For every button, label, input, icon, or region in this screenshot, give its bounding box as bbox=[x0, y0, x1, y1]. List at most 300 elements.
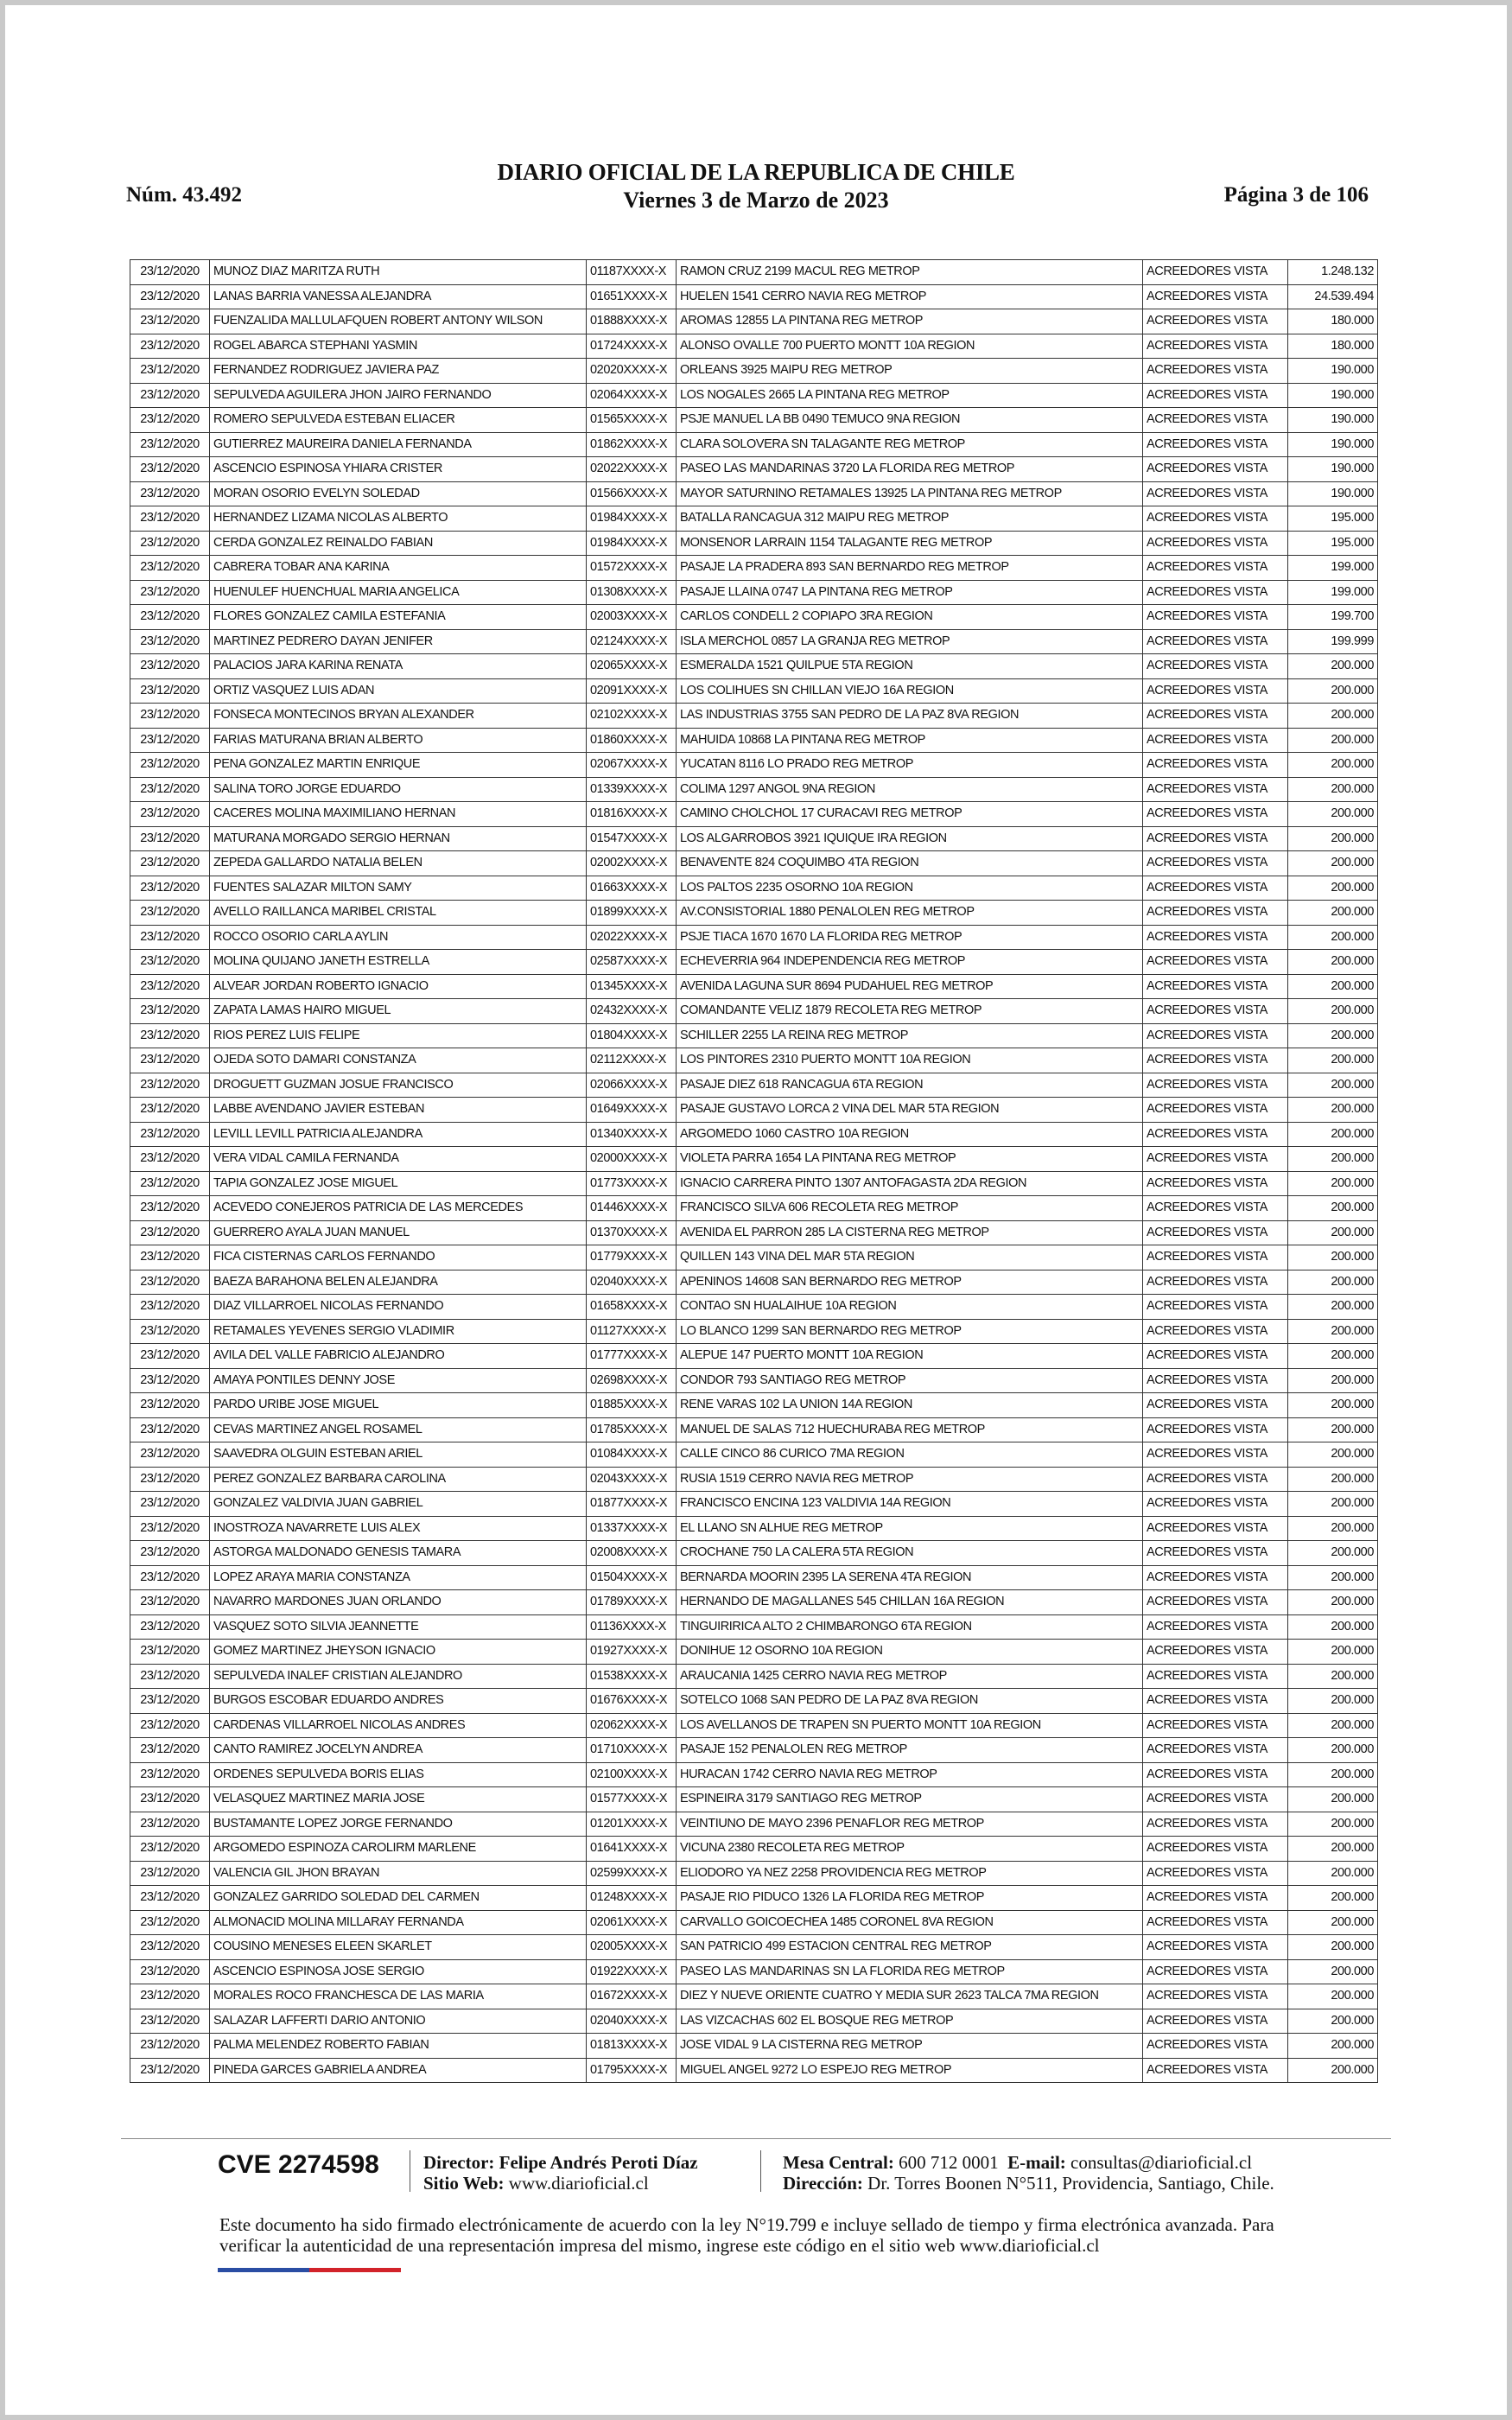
rut-cell: 01672XXXX-X bbox=[587, 1984, 677, 2009]
rut-cell: 01308XXXX-X bbox=[587, 580, 677, 605]
name-cell: ACEVEDO CONEJEROS PATRICIA DE LAS MERCEDES bbox=[210, 1196, 587, 1221]
name-cell: CABRERA TOBAR ANA KARINA bbox=[210, 556, 587, 581]
rut-cell: 02043XXXX-X bbox=[587, 1467, 677, 1492]
date-cell: 23/12/2020 bbox=[130, 2034, 210, 2059]
table-row bbox=[130, 1368, 1378, 1393]
table-row bbox=[130, 629, 1378, 654]
table-row bbox=[130, 1959, 1378, 1984]
account-type-cell: ACREEDORES VISTA bbox=[1143, 1787, 1288, 1812]
table-row bbox=[130, 1270, 1378, 1295]
account-type-cell: ACREEDORES VISTA bbox=[1143, 1837, 1288, 1862]
director-label: Director: bbox=[423, 2152, 495, 2173]
amount-cell: 200.000 bbox=[1288, 1171, 1378, 1196]
date-cell: 23/12/2020 bbox=[130, 654, 210, 679]
name-cell: ROCCO OSORIO CARLA AYLIN bbox=[210, 925, 587, 950]
account-type-cell: ACREEDORES VISTA bbox=[1143, 704, 1288, 729]
table-row bbox=[130, 556, 1378, 581]
table-row bbox=[130, 1147, 1378, 1172]
account-type-cell: ACREEDORES VISTA bbox=[1143, 260, 1288, 285]
rut-cell: 01565XXXX-X bbox=[587, 408, 677, 433]
account-type-cell: ACREEDORES VISTA bbox=[1143, 1689, 1288, 1714]
amount-cell: 200.000 bbox=[1288, 1935, 1378, 1960]
amount-cell: 195.000 bbox=[1288, 506, 1378, 532]
account-type-cell: ACREEDORES VISTA bbox=[1143, 1270, 1288, 1295]
amount-cell: 200.000 bbox=[1288, 851, 1378, 876]
rut-cell: 01538XXXX-X bbox=[587, 1664, 677, 1689]
table-row bbox=[130, 605, 1378, 630]
table-row bbox=[130, 728, 1378, 753]
account-type-cell: ACREEDORES VISTA bbox=[1143, 1023, 1288, 1048]
amount-cell: 200.000 bbox=[1288, 1492, 1378, 1517]
address-cell: QUILLEN 143 VINA DEL MAR 5TA REGION bbox=[677, 1245, 1143, 1270]
account-type-cell: ACREEDORES VISTA bbox=[1143, 1959, 1288, 1984]
date-cell: 23/12/2020 bbox=[130, 704, 210, 729]
address-cell: PASAJE LA PRADERA 893 SAN BERNARDO REG METROP bbox=[677, 556, 1143, 581]
rut-cell: 01785XXXX-X bbox=[587, 1417, 677, 1442]
amount-cell: 200.000 bbox=[1288, 1048, 1378, 1073]
name-cell: ASTORGA MALDONADO GENESIS TAMARA bbox=[210, 1541, 587, 1566]
table-row bbox=[130, 383, 1378, 408]
date-cell: 23/12/2020 bbox=[130, 851, 210, 876]
name-cell: ROGEL ABARCA STEPHANI YASMIN bbox=[210, 334, 587, 359]
name-cell: AMAYA PONTILES DENNY JOSE bbox=[210, 1368, 587, 1393]
rut-cell: 01773XXXX-X bbox=[587, 1171, 677, 1196]
date-cell: 23/12/2020 bbox=[130, 260, 210, 285]
address-cell: ESMERALDA 1521 QUILPUE 5TA REGION bbox=[677, 654, 1143, 679]
rut-cell: 01577XXXX-X bbox=[587, 1787, 677, 1812]
table-row bbox=[130, 1910, 1378, 1935]
name-cell: HERNANDEZ LIZAMA NICOLAS ALBERTO bbox=[210, 506, 587, 532]
rut-cell: 01816XXXX-X bbox=[587, 802, 677, 827]
account-type-cell: ACREEDORES VISTA bbox=[1143, 1984, 1288, 2009]
account-type-cell: ACREEDORES VISTA bbox=[1143, 728, 1288, 753]
date-cell: 23/12/2020 bbox=[130, 605, 210, 630]
cve-code: CVE 2274598 bbox=[218, 2150, 379, 2179]
amount-cell: 195.000 bbox=[1288, 531, 1378, 556]
date-cell: 23/12/2020 bbox=[130, 556, 210, 581]
account-type-cell: ACREEDORES VISTA bbox=[1143, 481, 1288, 506]
name-cell: LOPEZ ARAYA MARIA CONSTANZA bbox=[210, 1565, 587, 1590]
rut-cell: 01248XXXX-X bbox=[587, 1886, 677, 1911]
amount-cell: 200.000 bbox=[1288, 1689, 1378, 1714]
rut-cell: 01446XXXX-X bbox=[587, 1196, 677, 1221]
name-cell: GUTIERREZ MAUREIRA DANIELA FERNANDA bbox=[210, 432, 587, 457]
name-cell: AVELLO RAILLANCA MARIBEL CRISTAL bbox=[210, 901, 587, 926]
date-cell: 23/12/2020 bbox=[130, 1861, 210, 1886]
table-row bbox=[130, 1713, 1378, 1738]
date-cell: 23/12/2020 bbox=[130, 876, 210, 901]
name-cell: PALMA MELENDEZ ROBERTO FABIAN bbox=[210, 2034, 587, 2059]
rut-cell: 01345XXXX-X bbox=[587, 974, 677, 999]
amount-cell: 200.000 bbox=[1288, 1762, 1378, 1787]
address-cell: AV.CONSISTORIAL 1880 PENALOLEN REG METROP bbox=[677, 901, 1143, 926]
rut-cell: 01813XXXX-X bbox=[587, 2034, 677, 2059]
name-cell: BAEZA BARAHONA BELEN ALEJANDRA bbox=[210, 1270, 587, 1295]
website-link[interactable]: www.diarioficial.cl bbox=[508, 2173, 649, 2194]
rut-cell: 02102XXXX-X bbox=[587, 704, 677, 729]
table-row bbox=[130, 1295, 1378, 1320]
account-type-cell: ACREEDORES VISTA bbox=[1143, 974, 1288, 999]
date-cell: 23/12/2020 bbox=[130, 1590, 210, 1615]
rut-cell: 02112XXXX-X bbox=[587, 1048, 677, 1073]
amount-cell: 200.000 bbox=[1288, 950, 1378, 975]
account-type-cell: ACREEDORES VISTA bbox=[1143, 1368, 1288, 1393]
amount-cell: 200.000 bbox=[1288, 802, 1378, 827]
account-type-cell: ACREEDORES VISTA bbox=[1143, 1886, 1288, 1911]
amount-cell: 200.000 bbox=[1288, 777, 1378, 802]
table-row bbox=[130, 408, 1378, 433]
table-row bbox=[130, 1664, 1378, 1689]
account-type-cell: ACREEDORES VISTA bbox=[1143, 309, 1288, 334]
records-table bbox=[130, 259, 1378, 2083]
table-row bbox=[130, 1516, 1378, 1541]
address-cell: CLARA SOLOVERA SN TALAGANTE REG METROP bbox=[677, 432, 1143, 457]
date-cell: 23/12/2020 bbox=[130, 1565, 210, 1590]
address-cell: LAS VIZCACHAS 602 EL BOSQUE REG METROP bbox=[677, 2009, 1143, 2034]
name-cell: RETAMALES YEVENES SERGIO VLADIMIR bbox=[210, 1319, 587, 1344]
date-cell: 23/12/2020 bbox=[130, 457, 210, 482]
table-row bbox=[130, 580, 1378, 605]
account-type-cell: ACREEDORES VISTA bbox=[1143, 2058, 1288, 2083]
name-cell: LEVILL LEVILL PATRICIA ALEJANDRA bbox=[210, 1122, 587, 1147]
signature-notice: Este documento ha sido firmado electrónicamente de acuerdo con la ley N°19.799 e incluye sellado de tiempo y firma electrónica avanzada. Para verificar la autenticidad de una representación impresa del mismo, ingrese este código en el sitio web www.diarioficial.cl bbox=[219, 2214, 1274, 2256]
amount-cell: 200.000 bbox=[1288, 1147, 1378, 1172]
table-row bbox=[130, 950, 1378, 975]
account-type-cell: ACREEDORES VISTA bbox=[1143, 1762, 1288, 1787]
address-cell: AROMAS 12855 LA PINTANA REG METROP bbox=[677, 309, 1143, 334]
amount-cell: 199.000 bbox=[1288, 580, 1378, 605]
table-row bbox=[130, 359, 1378, 384]
date-cell: 23/12/2020 bbox=[130, 1023, 210, 1048]
table-row bbox=[130, 1344, 1378, 1369]
publication-title: DIARIO OFICIAL DE LA REPUBLICA DE CHILE bbox=[497, 159, 1015, 185]
account-type-cell: ACREEDORES VISTA bbox=[1143, 284, 1288, 309]
address-cell: ARGOMEDO 1060 CASTRO 10A REGION bbox=[677, 1122, 1143, 1147]
account-type-cell: ACREEDORES VISTA bbox=[1143, 556, 1288, 581]
address-cell: MAHUIDA 10868 LA PINTANA REG METROP bbox=[677, 728, 1143, 753]
account-type-cell: ACREEDORES VISTA bbox=[1143, 1516, 1288, 1541]
amount-cell: 200.000 bbox=[1288, 974, 1378, 999]
table-row bbox=[130, 260, 1378, 285]
address-cell: JOSE VIDAL 9 LA CISTERNA REG METROP bbox=[677, 2034, 1143, 2059]
amount-cell: 190.000 bbox=[1288, 408, 1378, 433]
account-type-cell: ACREEDORES VISTA bbox=[1143, 1565, 1288, 1590]
date-cell: 23/12/2020 bbox=[130, 1787, 210, 1812]
table-row bbox=[130, 1935, 1378, 1960]
name-cell: ORDENES SEPULVEDA BORIS ELIAS bbox=[210, 1762, 587, 1787]
footer-separator bbox=[760, 2150, 761, 2192]
table-row bbox=[130, 999, 1378, 1024]
table-row bbox=[130, 334, 1378, 359]
address-cell: CAMINO CHOLCHOL 17 CURACAVI REG METROP bbox=[677, 802, 1143, 827]
table-row bbox=[130, 506, 1378, 532]
amount-cell: 200.000 bbox=[1288, 1098, 1378, 1123]
date-cell: 23/12/2020 bbox=[130, 531, 210, 556]
amount-cell: 200.000 bbox=[1288, 753, 1378, 778]
table-row bbox=[130, 432, 1378, 457]
rut-cell: 01789XXXX-X bbox=[587, 1590, 677, 1615]
amount-cell: 190.000 bbox=[1288, 481, 1378, 506]
amount-cell: 200.000 bbox=[1288, 704, 1378, 729]
date-cell: 23/12/2020 bbox=[130, 802, 210, 827]
account-type-cell: ACREEDORES VISTA bbox=[1143, 1861, 1288, 1886]
address-cell: LOS PALTOS 2235 OSORNO 10A REGION bbox=[677, 876, 1143, 901]
date-cell: 23/12/2020 bbox=[130, 1959, 210, 1984]
table-row bbox=[130, 1073, 1378, 1098]
table-row bbox=[130, 1614, 1378, 1640]
date-cell: 23/12/2020 bbox=[130, 974, 210, 999]
address-cell: COLIMA 1297 ANGOL 9NA REGION bbox=[677, 777, 1143, 802]
amount-cell: 200.000 bbox=[1288, 1910, 1378, 1935]
account-type-cell: ACREEDORES VISTA bbox=[1143, 2034, 1288, 2059]
name-cell: MARTINEZ PEDRERO DAYAN JENIFER bbox=[210, 629, 587, 654]
amount-cell: 180.000 bbox=[1288, 334, 1378, 359]
rut-cell: 02022XXXX-X bbox=[587, 925, 677, 950]
rut-cell: 02067XXXX-X bbox=[587, 753, 677, 778]
table-row bbox=[130, 1762, 1378, 1787]
account-type-cell: ACREEDORES VISTA bbox=[1143, 1393, 1288, 1418]
rut-cell: 01927XXXX-X bbox=[587, 1640, 677, 1665]
date-cell: 23/12/2020 bbox=[130, 408, 210, 433]
address-cell: PASAJE LLAINA 0747 LA PINTANA REG METROP bbox=[677, 580, 1143, 605]
name-cell: LABBE AVENDANO JAVIER ESTEBAN bbox=[210, 1098, 587, 1123]
name-cell: FUENTES SALAZAR MILTON SAMY bbox=[210, 876, 587, 901]
date-cell: 23/12/2020 bbox=[130, 1344, 210, 1369]
table-row bbox=[130, 851, 1378, 876]
table-row bbox=[130, 925, 1378, 950]
address-cell: RAMON CRUZ 2199 MACUL REG METROP bbox=[677, 260, 1143, 285]
account-type-cell: ACREEDORES VISTA bbox=[1143, 901, 1288, 926]
account-type-cell: ACREEDORES VISTA bbox=[1143, 1147, 1288, 1172]
account-type-cell: ACREEDORES VISTA bbox=[1143, 408, 1288, 433]
amount-cell: 190.000 bbox=[1288, 457, 1378, 482]
amount-cell: 200.000 bbox=[1288, 1984, 1378, 2009]
account-type-cell: ACREEDORES VISTA bbox=[1143, 432, 1288, 457]
date-cell: 23/12/2020 bbox=[130, 334, 210, 359]
account-type-cell: ACREEDORES VISTA bbox=[1143, 678, 1288, 704]
amount-cell: 200.000 bbox=[1288, 728, 1378, 753]
address-cell: MANUEL DE SALAS 712 HUECHURABA REG METROP bbox=[677, 1417, 1143, 1442]
amount-cell: 190.000 bbox=[1288, 432, 1378, 457]
amount-cell: 199.700 bbox=[1288, 605, 1378, 630]
date-cell: 23/12/2020 bbox=[130, 284, 210, 309]
amount-cell: 200.000 bbox=[1288, 1516, 1378, 1541]
account-type-cell: ACREEDORES VISTA bbox=[1143, 2009, 1288, 2034]
email-link[interactable]: consultas@diarioficial.cl bbox=[1070, 2152, 1253, 2173]
name-cell: CERDA GONZALEZ REINALDO FABIAN bbox=[210, 531, 587, 556]
account-type-cell: ACREEDORES VISTA bbox=[1143, 1171, 1288, 1196]
rut-cell: 01795XXXX-X bbox=[587, 2058, 677, 2083]
address-cell: CROCHANE 750 LA CALERA 5TA REGION bbox=[677, 1541, 1143, 1566]
name-cell: AVILA DEL VALLE FABRICIO ALEJANDRO bbox=[210, 1344, 587, 1369]
amount-cell: 200.000 bbox=[1288, 1713, 1378, 1738]
address-value: Dr. Torres Boonen N°511, Providencia, Santiago, Chile. bbox=[867, 2173, 1274, 2194]
amount-cell: 190.000 bbox=[1288, 383, 1378, 408]
rut-cell: 01504XXXX-X bbox=[587, 1565, 677, 1590]
name-cell: NAVARRO MARDONES JUAN ORLANDO bbox=[210, 1590, 587, 1615]
name-cell: VELASQUEZ MARTINEZ MARIA JOSE bbox=[210, 1787, 587, 1812]
name-cell: FUENZALIDA MALLULAFQUEN ROBERT ANTONY WILSON bbox=[210, 309, 587, 334]
amount-cell: 200.000 bbox=[1288, 1614, 1378, 1640]
amount-cell: 200.000 bbox=[1288, 1861, 1378, 1886]
date-cell: 23/12/2020 bbox=[130, 1147, 210, 1172]
amount-cell: 24.539.494 bbox=[1288, 284, 1378, 309]
name-cell: MORAN OSORIO EVELYN SOLEDAD bbox=[210, 481, 587, 506]
date-cell: 23/12/2020 bbox=[130, 1245, 210, 1270]
table-row bbox=[130, 2058, 1378, 2083]
account-type-cell: ACREEDORES VISTA bbox=[1143, 654, 1288, 679]
table-row bbox=[130, 654, 1378, 679]
rut-cell: 01658XXXX-X bbox=[587, 1295, 677, 1320]
name-cell: MORALES ROCO FRANCHESCA DE LAS MARIA bbox=[210, 1984, 587, 2009]
table-row bbox=[130, 1837, 1378, 1862]
rut-cell: 01862XXXX-X bbox=[587, 432, 677, 457]
address-cell: CARVALLO GOICOECHEA 1485 CORONEL 8VA REGION bbox=[677, 1910, 1143, 1935]
page-number: Página 3 de 106 bbox=[1223, 183, 1369, 207]
rut-cell: 02062XXXX-X bbox=[587, 1713, 677, 1738]
date-cell: 23/12/2020 bbox=[130, 1270, 210, 1295]
address-cell: VEINTIUNO DE MAYO 2396 PENAFLOR REG METROP bbox=[677, 1812, 1143, 1837]
records-table-body bbox=[130, 260, 1378, 2083]
date-cell: 23/12/2020 bbox=[130, 1393, 210, 1418]
table-row bbox=[130, 284, 1378, 309]
footer-director-block bbox=[423, 2152, 698, 2194]
name-cell: CACERES MOLINA MAXIMILIANO HERNAN bbox=[210, 802, 587, 827]
table-row bbox=[130, 1196, 1378, 1221]
account-type-cell: ACREEDORES VISTA bbox=[1143, 457, 1288, 482]
amount-cell: 200.000 bbox=[1288, 1393, 1378, 1418]
name-cell: GOMEZ MARTINEZ JHEYSON IGNACIO bbox=[210, 1640, 587, 1665]
rut-cell: 02064XXXX-X bbox=[587, 383, 677, 408]
rut-cell: 02587XXXX-X bbox=[587, 950, 677, 975]
date-cell: 23/12/2020 bbox=[130, 1098, 210, 1123]
account-type-cell: ACREEDORES VISTA bbox=[1143, 1640, 1288, 1665]
table-row bbox=[130, 1467, 1378, 1492]
rut-cell: 01649XXXX-X bbox=[587, 1098, 677, 1123]
director-name: Felipe Andrés Peroti Díaz bbox=[499, 2152, 698, 2173]
date-cell: 23/12/2020 bbox=[130, 1910, 210, 1935]
account-type-cell: ACREEDORES VISTA bbox=[1143, 1417, 1288, 1442]
table-row bbox=[130, 309, 1378, 334]
address-cell: LOS ALGARROBOS 3921 IQUIQUE IRA REGION bbox=[677, 826, 1143, 851]
amount-cell: 200.000 bbox=[1288, 1220, 1378, 1245]
table-row bbox=[130, 1171, 1378, 1196]
table-row bbox=[130, 1098, 1378, 1123]
amount-cell: 200.000 bbox=[1288, 1837, 1378, 1862]
address-cell: MAYOR SATURNINO RETAMALES 13925 LA PINTANA REG METROP bbox=[677, 481, 1143, 506]
address-cell: PASAJE 152 PENALOLEN REG METROP bbox=[677, 1738, 1143, 1763]
address-cell: ISLA MERCHOL 0857 LA GRANJA REG METROP bbox=[677, 629, 1143, 654]
amount-cell: 200.000 bbox=[1288, 876, 1378, 901]
account-type-cell: ACREEDORES VISTA bbox=[1143, 999, 1288, 1024]
account-type-cell: ACREEDORES VISTA bbox=[1143, 580, 1288, 605]
address-cell: LO BLANCO 1299 SAN BERNARDO REG METROP bbox=[677, 1319, 1143, 1344]
name-cell: FARIAS MATURANA BRIAN ALBERTO bbox=[210, 728, 587, 753]
rut-cell: 02002XXXX-X bbox=[587, 851, 677, 876]
table-row bbox=[130, 802, 1378, 827]
date-cell: 23/12/2020 bbox=[130, 1319, 210, 1344]
rut-cell: 01339XXXX-X bbox=[587, 777, 677, 802]
rut-cell: 02040XXXX-X bbox=[587, 1270, 677, 1295]
amount-cell: 200.000 bbox=[1288, 1245, 1378, 1270]
table-row bbox=[130, 1220, 1378, 1245]
account-type-cell: ACREEDORES VISTA bbox=[1143, 1713, 1288, 1738]
name-cell: ASCENCIO ESPINOSA YHIARA CRISTER bbox=[210, 457, 587, 482]
date-cell: 23/12/2020 bbox=[130, 2009, 210, 2034]
rut-cell: 01777XXXX-X bbox=[587, 1344, 677, 1369]
address-cell: CONTAO SN HUALAIHUE 10A REGION bbox=[677, 1295, 1143, 1320]
account-type-cell: ACREEDORES VISTA bbox=[1143, 826, 1288, 851]
name-cell: DIAZ VILLARROEL NICOLAS FERNANDO bbox=[210, 1295, 587, 1320]
rut-cell: 01804XXXX-X bbox=[587, 1023, 677, 1048]
address-cell: TINGUIRIRICA ALTO 2 CHIMBARONGO 6TA REGION bbox=[677, 1614, 1143, 1640]
account-type-cell: ACREEDORES VISTA bbox=[1143, 1442, 1288, 1468]
name-cell: MUNOZ DIAZ MARITZA RUTH bbox=[210, 260, 587, 285]
date-cell: 23/12/2020 bbox=[130, 826, 210, 851]
table-row bbox=[130, 678, 1378, 704]
date-cell: 23/12/2020 bbox=[130, 359, 210, 384]
rut-cell: 01566XXXX-X bbox=[587, 481, 677, 506]
name-cell: ALMONACID MOLINA MILLARAY FERNANDA bbox=[210, 1910, 587, 1935]
address-cell: DONIHUE 12 OSORNO 10A REGION bbox=[677, 1640, 1143, 1665]
name-cell: MATURANA MORGADO SERGIO HERNAN bbox=[210, 826, 587, 851]
date-cell: 23/12/2020 bbox=[130, 1122, 210, 1147]
amount-cell: 1.248.132 bbox=[1288, 260, 1378, 285]
date-cell: 23/12/2020 bbox=[130, 383, 210, 408]
date-cell: 23/12/2020 bbox=[130, 1048, 210, 1073]
address-cell: PSJE TIACA 1670 1670 LA FLORIDA REG METROP bbox=[677, 925, 1143, 950]
issue-number: Núm. 43.492 bbox=[126, 183, 243, 207]
address-cell: HERNANDO DE MAGALLANES 545 CHILLAN 16A REGION bbox=[677, 1590, 1143, 1615]
table-row bbox=[130, 876, 1378, 901]
rut-cell: 01984XXXX-X bbox=[587, 506, 677, 532]
amount-cell: 200.000 bbox=[1288, 1565, 1378, 1590]
date-cell: 23/12/2020 bbox=[130, 925, 210, 950]
rut-cell: 01136XXXX-X bbox=[587, 1614, 677, 1640]
rut-cell: 01877XXXX-X bbox=[587, 1492, 677, 1517]
account-type-cell: ACREEDORES VISTA bbox=[1143, 950, 1288, 975]
address-cell: DIEZ Y NUEVE ORIENTE CUATRO Y MEDIA SUR 2623 TALCA 7MA REGION bbox=[677, 1984, 1143, 2009]
date-cell: 23/12/2020 bbox=[130, 1467, 210, 1492]
date-cell: 23/12/2020 bbox=[130, 481, 210, 506]
rut-cell: 01779XXXX-X bbox=[587, 1245, 677, 1270]
amount-cell: 200.000 bbox=[1288, 1344, 1378, 1369]
rut-cell: 02000XXXX-X bbox=[587, 1147, 677, 1172]
address-label: Dirección: bbox=[783, 2173, 863, 2194]
date-cell: 23/12/2020 bbox=[130, 506, 210, 532]
address-cell: LOS AVELLANOS DE TRAPEN SN PUERTO MONTT 10A REGION bbox=[677, 1713, 1143, 1738]
rut-cell: 02020XXXX-X bbox=[587, 359, 677, 384]
account-type-cell: ACREEDORES VISTA bbox=[1143, 1319, 1288, 1344]
name-cell: VERA VIDAL CAMILA FERNANDA bbox=[210, 1147, 587, 1172]
address-cell: ELIODORO YA NEZ 2258 PROVIDENCIA REG METROP bbox=[677, 1861, 1143, 1886]
name-cell: FLORES GONZALEZ CAMILA ESTEFANIA bbox=[210, 605, 587, 630]
name-cell: LANAS BARRIA VANESSA ALEJANDRA bbox=[210, 284, 587, 309]
table-row bbox=[130, 901, 1378, 926]
table-row bbox=[130, 974, 1378, 999]
address-cell: CARLOS CONDELL 2 COPIAPO 3RA REGION bbox=[677, 605, 1143, 630]
amount-cell: 200.000 bbox=[1288, 826, 1378, 851]
amount-cell: 200.000 bbox=[1288, 1812, 1378, 1837]
rut-cell: 01885XXXX-X bbox=[587, 1393, 677, 1418]
address-cell: AVENIDA LAGUNA SUR 8694 PUDAHUEL REG METROP bbox=[677, 974, 1143, 999]
amount-cell: 200.000 bbox=[1288, 1023, 1378, 1048]
account-type-cell: ACREEDORES VISTA bbox=[1143, 1073, 1288, 1098]
address-cell: AVENIDA EL PARRON 285 LA CISTERNA REG METROP bbox=[677, 1220, 1143, 1245]
website-label: Sitio Web: bbox=[423, 2173, 505, 2194]
account-type-cell: ACREEDORES VISTA bbox=[1143, 1910, 1288, 1935]
address-cell: IGNACIO CARRERA PINTO 1307 ANTOFAGASTA 2DA REGION bbox=[677, 1171, 1143, 1196]
